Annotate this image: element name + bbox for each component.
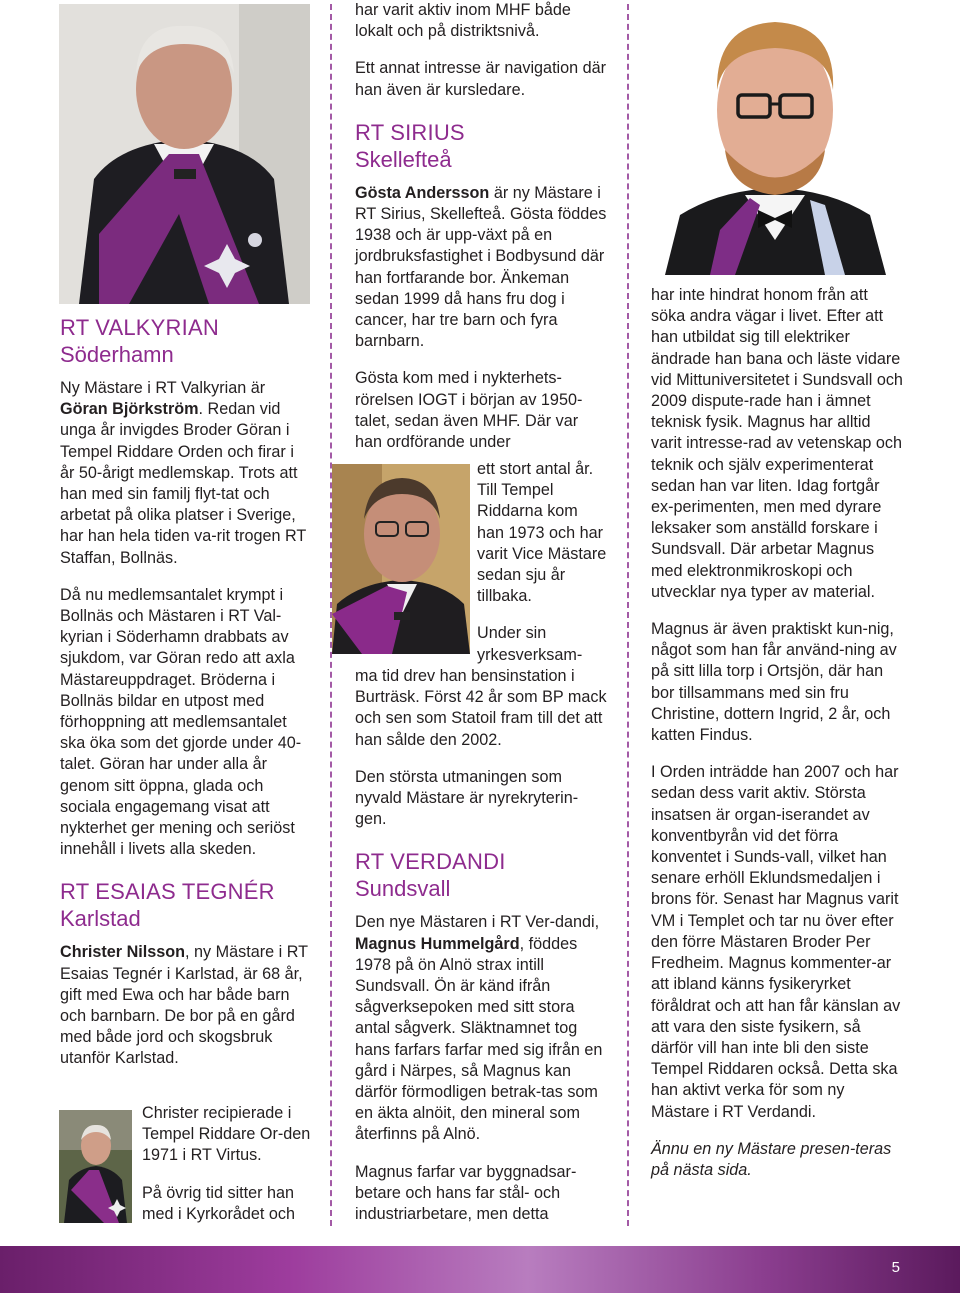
photo-magnus-hummelgard <box>650 0 901 275</box>
tegner-wrap-text <box>142 1103 312 1225</box>
sirius-wrap-text <box>477 459 607 666</box>
valkyrian-paragraph-1: Ny Mästare i RT Valkyrian är Göran Björkström. Redan vid unga år invigdes Broder Göran i Tempel Riddare Orden och firar i år 50-årigt medlemskap. Trots att han med sin familj flyt-tat och arbetat på olika platser i Sverige, har han hela tiden va-rit trogen RT Staffan, Bollnäs. <box>60 379 306 567</box>
verdandi-paragraph-3: har inte hindrat honom från att söka andra vägar i livet. Efter att han utbildat sig till elektriker ändrade han bana och läste vidare vid Mittuniversitetet i Sundsvall och 2009 dispute-rade han i ämnet teknisk fysik. Magnus har alltid varit intresse-rad av vetenskap och teknik och själv experimenterat sedan han var liten. Idag fortgår ex-perimenten, men med dyrare leksaker som anställd forskare i Sundsvall. Där arbetar Magnus med elektronmikroskopi och utvecklar nya typer av material. <box>651 286 903 601</box>
column-middle <box>355 0 607 453</box>
subheading-skelleftea: Skellefteå <box>355 146 452 172</box>
next-page-teaser: Ännu en ny Mästare presen-teras på nästa sida. <box>651 1139 892 1179</box>
column-middle-lower <box>355 666 607 1225</box>
navigation-paragraph: Ett annat intresse är navigation där han även är kursledare. <box>355 59 607 99</box>
photo-gosta-andersson <box>332 464 470 654</box>
verdandi-paragraph-1: Den nye Mästaren i RT Ver-dandi, Magnus Hummelgård, föddes 1978 på ön Alnö strax intill Sundsvall. Ön är känd ifrån sågverksepoken med sitt stora antal sågverk. Släktnamnet tog hans farfars farfar med sig ifrån en gård i Närpes, så Magnus kan därför förmodligen betrak-tas som en äkta alnöit, den mineral som återfinns på Alnö. <box>355 913 603 1144</box>
column-left <box>60 314 312 1070</box>
tegner-paragraph-2: Christer recipierade i Tempel Riddare Or-den 1971 i RT Virtus. <box>142 1104 311 1165</box>
heading-rt-verdandi: RT VERDANDI <box>355 849 506 875</box>
heading-rt-sirius: RT SIRIUS <box>355 119 465 145</box>
column-right <box>651 285 903 1181</box>
photo-goran-bjorkstrom <box>59 4 310 304</box>
page-number: 5 <box>891 1259 900 1276</box>
tegner-paragraph-3: På övrig tid sitter han med i Kyrkorådet och <box>142 1183 295 1223</box>
tegner-paragraph-1: Christer Nilsson, ny Mästare i RT Esaias Tegnér i Karlstad, är 68 år, gift med Ewa och har både barn och barnbarn. De bor på en gård med både jord och skogsbruk utanför Karlstad. <box>60 943 308 1068</box>
continued-paragraph: har varit aktiv inom MHF både lokalt och på distriktsnivå. <box>355 1 571 41</box>
sirius-paragraph-3-wrap: Under sin yrkesverksam- <box>477 624 583 664</box>
valkyrian-paragraph-2: Då nu medlemsantalet krympt i Bollnäs och Mästaren i RT Val-kyrian i Söderhamn drabbats av sjukdom, var Göran redo att axla Mästareuppdraget. Bröderna i Bollnäs bildar en utpost med förhoppning att medlemsantalet ska öka som det gjorde under 40-talet. Göran har under alla år genom sitt öppna, glada och sociala engagemang visat att nykterhet ger mening och seriöst innehåll i livets alla skeden. <box>60 585 302 859</box>
sirius-paragraph-3: ma tid drev han bensinstation i Burträsk. Först 42 år som BP mack och sen som Statoil fram till det att han sålde den 2002. <box>355 667 607 749</box>
subheading-sundsvall: Sundsvall <box>355 876 451 902</box>
sirius-paragraph-2-wrap: ett stort antal år. Till Tempel Riddarna kom han 1973 och har varit Vice Mästare sedan sju år tillbaka. <box>477 460 607 606</box>
verdandi-paragraph-4: Magnus är även praktiskt kun-nig, något som han får använd-ning av på sitt lilla torp i Ortsjön, där han bor tillsammans med sin fru Christine, dottern Ingrid, 2 år, och katten Findus. <box>651 620 897 745</box>
verdandi-paragraph-2: Magnus farfar var byggnadsar-betare och hans far stål- och industriarbetare, men detta <box>355 1162 577 1224</box>
photo-christer-nilsson <box>59 1110 132 1223</box>
heading-rt-valkyrian: RT VALKYRIAN <box>60 315 219 340</box>
sirius-paragraph-4: Den största utmaningen som nyvald Mästare är nyrekryterin-gen. <box>355 767 579 829</box>
sirius-paragraph-2: Gösta kom med i nykterhets-rörelsen IOGT i början av 1950-talet, sedan även MHF. Där var han ordförande under <box>355 369 583 452</box>
heading-rt-esaias-tegner: RT ESAIAS TEGNÉR <box>60 879 275 905</box>
footer-bar <box>0 1246 960 1293</box>
subheading-soderhamn: Söderhamn <box>60 342 174 367</box>
column-divider-2 <box>627 4 629 1226</box>
subheading-karlstad: Karlstad <box>60 906 141 932</box>
verdandi-paragraph-5: I Orden inträdde han 2007 och har sedan dess varit aktiv. Största insatsen är organ-iserandet av konventbyrån vid det förra konventet i Sunds-vall, vilket han senare erhöll Eklundsmedaljen i brons för. Senast har Magnus varit VM i Templet och tar nu över efter den förre Mästaren Broder Per Fredheim. Magnus kommenter-ar att ibland känns fysikeryrket föråldrat och att han får känslan av att vara den siste fysikern, så därför vill han inte bli den siste Tempel Riddaren också. Detta ska han aktivt verka för som ny Mästare i RT Verdandi. <box>651 763 901 1121</box>
sirius-paragraph-1: Gösta Andersson är ny Mästare i RT Sirius, Skellefteå. Gösta föddes 1938 och är upp-växt på en jordbruksfastighet i Bodbysund där han fortfarande bor. Änkeman sedan 1999 då hans fru dog i cancer, har tre barn och fyra barnbarn. <box>355 183 607 351</box>
